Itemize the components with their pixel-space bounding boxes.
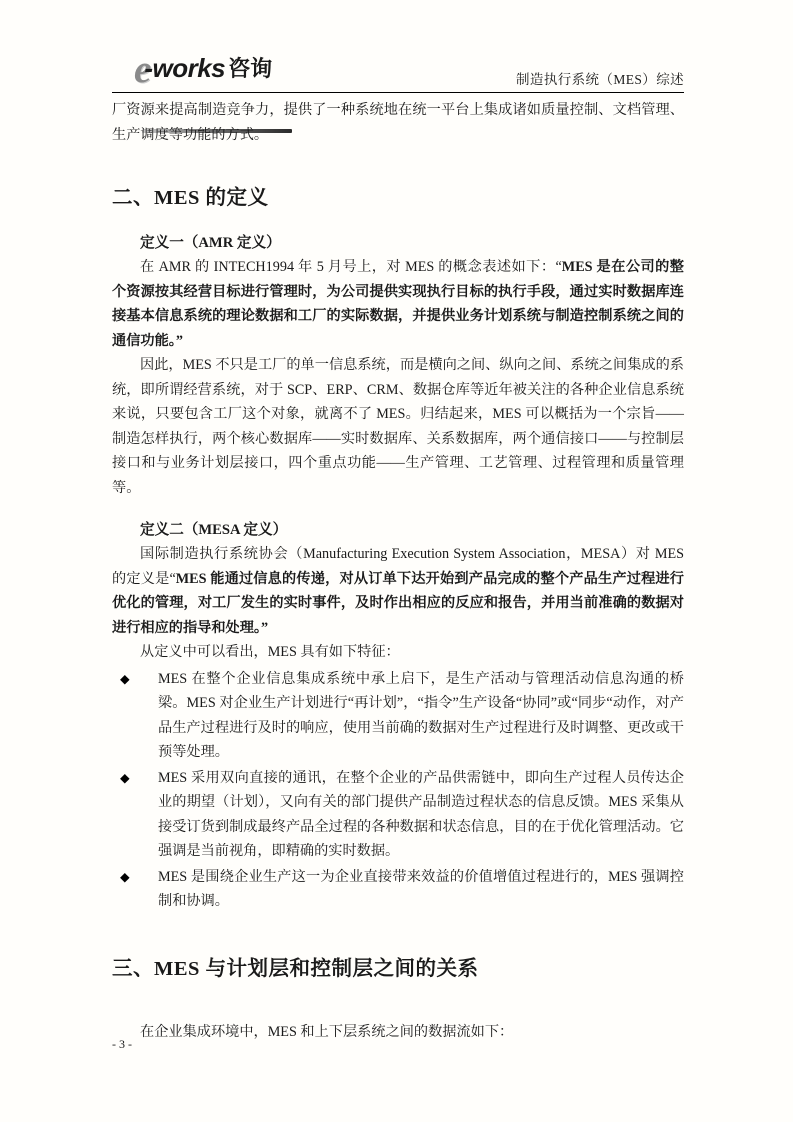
diamond-bullet-icon: ◆ — [120, 770, 130, 785]
page-number: - 3 - — [112, 1037, 132, 1051]
list-item-text: MES 在整个企业信息集成系统中承上启下，是生产活动与管理活动信息沟通的桥梁。MES 对企业生产计划进行“再计划”，“指令”生产设备“协同”或“同步“动作，对产品生产过程进行及时的响应，使用当前确的数据对生产过程进行及时调整、更改或干预等处理。 — [158, 670, 684, 760]
definition-two-quote: MES 能通过信息的传递，对从订单下达开始到产品完成的整个产品生产过程进行优化的管理，对工厂发生的实时事件，及时作出相应的反应和报告，并用当前准确的数据对进行相应的指导和处理。” — [112, 570, 684, 636]
therefore-paragraph: 因此，MES 不只是工厂的单一信息系统，而是横向之间、纵向之间、系统之间集成的系统，即所谓经营系统，对于 SCP、ERP、CRM、数据仓库等近年被关注的各种企业信息系统来说，只要包含工厂这个对象，就离不了 MES。归结起来，MES 可以概括为一个宗旨——制造怎样执行，两个核心数据库——实时数据库、关系数据库，两个通信接口——与控制层接口和与业务计划层接口，四个重点功能——生产管理、工艺管理、过程管理和质量管理等。 — [112, 357, 684, 496]
definition-one-lead: 在 AMR 的 INTECH1994 年 5 月号上，对 MES 的概念表述如下：“ — [140, 259, 562, 275]
logo-letter-e: e — [134, 48, 150, 91]
list-item — [112, 865, 684, 914]
definition-one-paragraph — [112, 255, 684, 353]
page-footer — [112, 1037, 684, 1052]
logo-word-zixun: 咨询 — [228, 56, 273, 81]
page-header — [112, 0, 684, 90]
page-content — [112, 0, 684, 1122]
document-body — [112, 98, 684, 1044]
features-lead-paragraph: 从定义中可以看出，MES 具有如下特征： — [140, 644, 400, 660]
logo-word-works: -works — [144, 53, 226, 83]
definition-one-quote: MES 是在公司的整个资源按其经营目标进行管理时，为公司提供实现执行目标的执行手段，通过实时数据库连接基本信息系统的理论数据和工厂的实际数据，并提供业务计划系统与制造控制系统之间的通信功能。” — [112, 259, 684, 349]
list-item — [112, 667, 684, 765]
features-list — [112, 667, 684, 914]
header-title: 制造执行系统（MES）综述 — [516, 72, 684, 87]
definition-two-lead: 国际制造执行系统协会（Manufacturing Execution System Association，MESA）对 MES 的定义是“ — [112, 546, 684, 587]
definition-two-paragraph — [112, 542, 684, 640]
diamond-bullet-icon: ◆ — [120, 671, 130, 686]
header-divider — [112, 92, 684, 93]
diamond-bullet-icon: ◆ — [120, 869, 130, 884]
definition-two-title: 定义二（MESA 定义） — [140, 522, 288, 538]
list-item — [112, 766, 684, 864]
section-heading-three: 三、MES 与计划层和控制层之间的关系 — [112, 957, 479, 980]
list-item-text: MES 是围绕企业生产这一为企业直接带来效益的价值增值过程进行的，MES 强调控制和协调。 — [158, 868, 684, 909]
closing-paragraph: 在企业集成环境中，MES 和上下层系统之间的数据流如下： — [140, 1023, 514, 1040]
continued-paragraph: 厂资源来提高制造竞争力，提供了一种系统地在统一平台上集成诸如质量控制、文档管理、生产调度等功能的方式。 — [112, 102, 684, 143]
definition-one-title: 定义一（AMR 定义） — [140, 235, 281, 251]
section-heading-two: 二、MES 的定义 — [112, 187, 269, 209]
eworks-logo — [134, 48, 310, 91]
list-item-text: MES 采用双向直接的通讯，在整个企业的产品供需链中，即向生产过程人员传达企业的期望（计划），又向有关的部门提供产品制造过程状态的信息反馈。MES 采集从接受订货到制成最终产品全过程的各种数据和状态信息，目的在于优化管理活动。它强调是当前视角，即精确的实时数据。 — [158, 769, 684, 859]
